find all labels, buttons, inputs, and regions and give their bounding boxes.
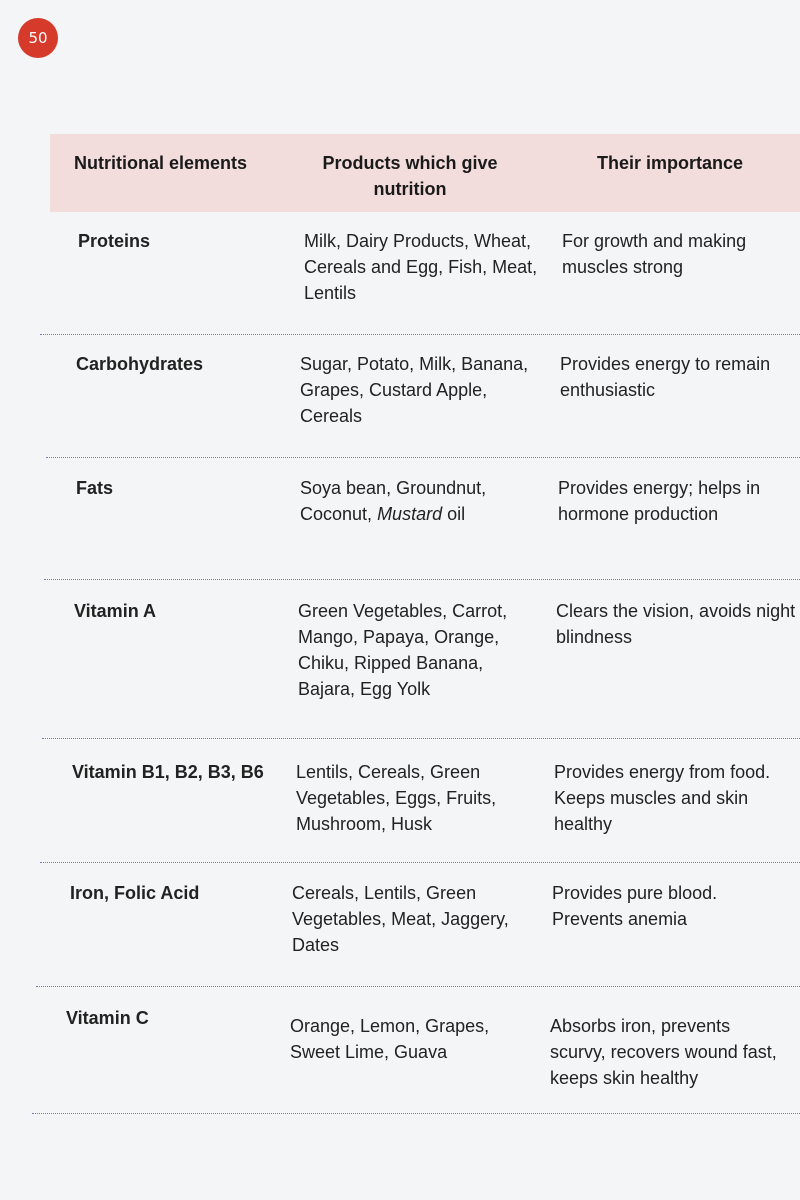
element-name: Proteins xyxy=(78,231,151,251)
element-name: Iron, Folic Acid xyxy=(70,883,200,903)
table-header xyxy=(50,134,800,212)
header-nutritional-elements: Nutritional elements xyxy=(74,153,248,173)
products-cell: Orange, Lemon, Grapes, Sweet Lime, Guava xyxy=(290,1016,490,1062)
products-cell: Sugar, Potato, Milk, Banana, Grapes, Custard Apple, Cereals xyxy=(300,354,529,426)
header-products: Products which give nutrition xyxy=(322,153,498,199)
importance-cell: Provides energy to remain enthusiastic xyxy=(560,354,771,400)
table-row-vitamin-c xyxy=(32,1005,800,1114)
products-italic-text: Mustard xyxy=(377,504,443,524)
table-row-vitamin-b xyxy=(40,759,800,863)
table-row-carbohydrates xyxy=(46,351,800,458)
products-cell: Green Vegetables, Carrot, Mango, Papaya, Orange, Chiku, Ripped Banana, Bajara, Egg Yolk xyxy=(298,601,508,699)
importance-cell: Clears the vision, avoids night blindness xyxy=(556,601,796,647)
importance-cell: Absorbs iron, prevents scurvy, recovers wound fast, keeps skin healthy xyxy=(550,1016,777,1088)
element-name: Fats xyxy=(76,478,114,498)
element-name: Carbohydrates xyxy=(76,354,204,374)
table-row-vitamin-a xyxy=(42,598,800,739)
table-row-proteins xyxy=(40,228,800,335)
products-cell: Milk, Dairy Products, Wheat, Cereals and Egg, Fish, Meat, Lentils xyxy=(304,231,538,303)
products-cell xyxy=(300,475,535,527)
nutrition-table xyxy=(50,134,800,212)
page-number-badge: 50 xyxy=(18,18,58,58)
importance-cell: Provides pure blood. Prevents anemia xyxy=(552,883,718,929)
products-cell: Lentils, Cereals, Green Vegetables, Eggs, Fruits, Mushroom, Husk xyxy=(296,762,497,834)
products-tail-text: oil xyxy=(447,504,466,524)
importance-cell: Provides energy from food. Keeps muscles and skin healthy xyxy=(554,762,771,834)
products-text: Soya bean, Groundnut, Coconut, xyxy=(300,478,487,524)
table-row-fats xyxy=(44,475,800,580)
importance-cell: Provides energy; helps in hormone production xyxy=(558,478,761,524)
header-importance: Their importance xyxy=(596,153,744,173)
table-row-iron-folic-acid xyxy=(36,880,800,987)
importance-cell: For growth and making muscles strong xyxy=(562,231,747,277)
element-name: Vitamin B1, B2, B3, B6 xyxy=(72,762,264,782)
products-cell: Cereals, Lentils, Green Vegetables, Meat, Jaggery, Dates xyxy=(292,883,509,955)
element-name: Vitamin C xyxy=(66,1008,149,1028)
element-name: Vitamin A xyxy=(74,601,157,621)
